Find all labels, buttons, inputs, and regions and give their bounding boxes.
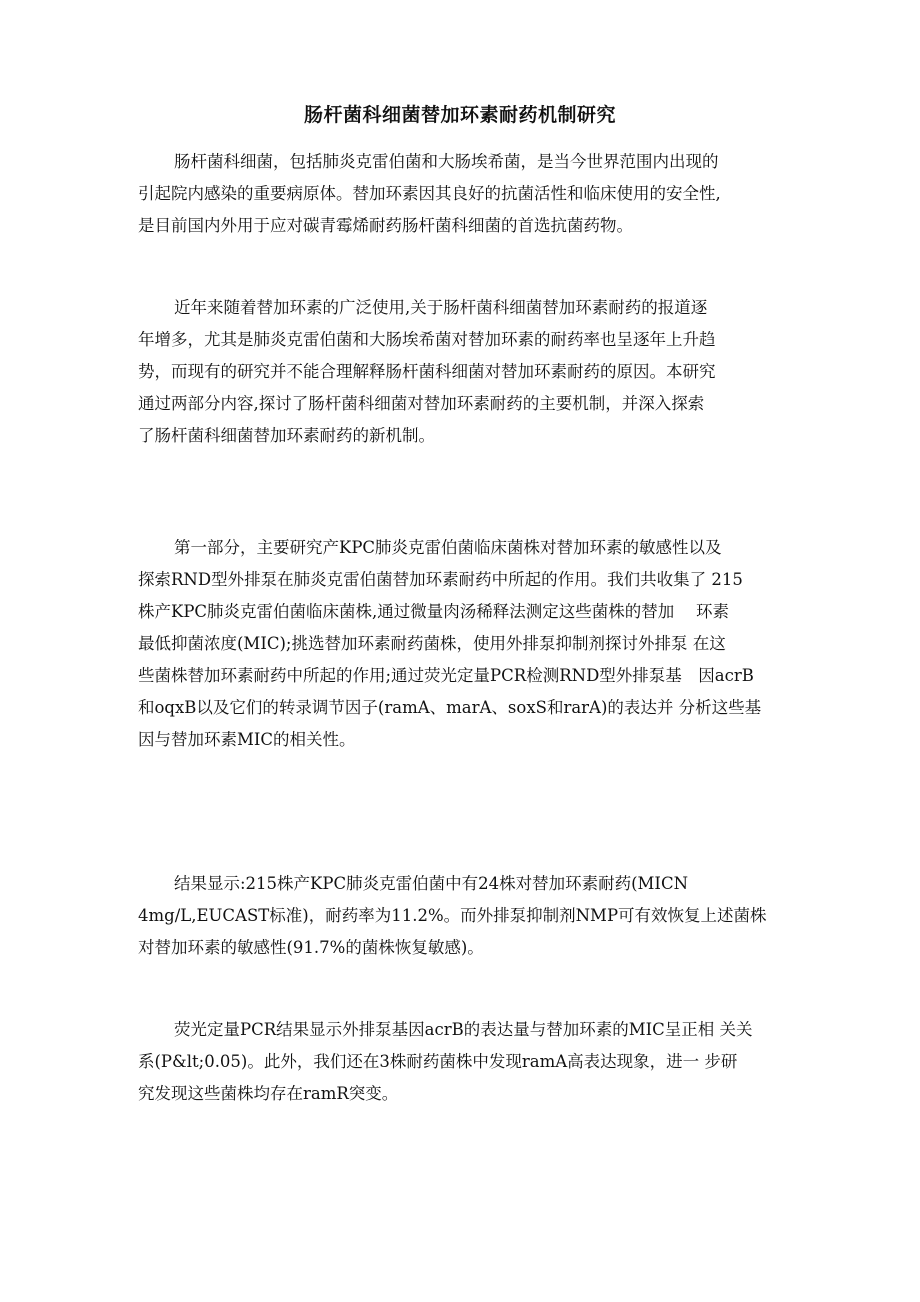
paragraph-line: 系(P&lt;0.05)。此外，我们还在3株耐药菌株中发现ramA高表达现象，进一 步研 [138,1052,738,1071]
paragraph-line: 对替加环素的敏感性(91.7%的菌株恢复敏感)。 [138,938,484,957]
paragraph-line: 了肠杆菌科细菌替加环素耐药的新机制。 [138,426,435,445]
paragraph-2 [138,292,798,452]
paragraph-line: 引起院内感染的重要病原体。替加环素因其良好的抗菌活性和临床使用的安全性, [138,184,721,203]
paragraph-3 [138,532,798,756]
paragraph-line: 株产KPC肺炎克雷伯菌临床菌株,通过微量肉汤稀释法测定这些菌株的替加 环素 [138,602,730,621]
paragraph-line: 势，而现有的研究并不能合理解释肠杆菌科细菌对替加环素耐药的原因。本研究 [138,362,716,381]
paragraph-line: 是目前国内外用于应对碳青霉烯耐药肠杆菌科细菌的首选抗菌药物。 [138,216,633,235]
paragraph-line: 究发现这些菌株均存在ramR突变。 [138,1084,399,1103]
paragraph-line: 4mg/L,EUCAST标准)，耐药率为11.2%。而外排泵抑制剂NMP可有效恢复上述菌株 [138,906,767,925]
paragraph-line: 最低抑菌浓度(MIC);挑选替加环素耐药菌株，使用外排泵抑制剂探讨外排泵 在这 [138,634,726,653]
paragraph-line: 些菌株替加环素耐药中所起的作用;通过荧光定量PCR检测RND型外排泵基 因acrB [138,666,754,685]
paragraph-line: 荧光定量PCR结果显示外排泵基因acrB的表达量与替加环素的MIC呈正相 关关 [174,1020,753,1039]
document-title: 肠杆菌科细菌替加环素耐药机制研究 [303,104,616,126]
paragraph-5 [138,1014,798,1110]
paragraph-line: 近年来随着替加环素的广泛使用,关于肠杆菌科细菌替加环素耐药的报道逐 [174,298,708,317]
paragraph-1 [138,146,798,242]
paragraph-line: 结果显示:215株产KPC肺炎克雷伯菌中有24株对替加环素耐药(MICN [174,874,689,893]
paragraph-line: 肠杆菌科细菌，包括肺炎克雷伯菌和大肠埃希菌，是当今世界范围内出现的 [174,152,719,171]
paragraph-line: 通过两部分内容,探讨了肠杆菌科细菌对替加环素耐药的主要机制，并深入探索 [138,394,705,413]
paragraph-4 [138,868,798,964]
paragraph-line: 和oqxB以及它们的转录调节因子(ramA、marA、soxS和rarA)的表达并 分析这些基 [138,698,762,717]
paragraph-line: 年增多，尤其是肺炎克雷伯菌和大肠埃希菌对替加环素的耐药率也呈逐年上升趋 [138,330,716,349]
paragraph-line: 探索RND型外排泵在肺炎克雷伯菌替加环素耐药中所起的作用。我们共收集了 215 [138,570,743,589]
paragraph-line: 第一部分，主要研究产KPC肺炎克雷伯菌临床菌株对替加环素的敏感性以及 [174,538,722,557]
paragraph-line: 因与替加环素MIC的相关性。 [138,730,356,749]
